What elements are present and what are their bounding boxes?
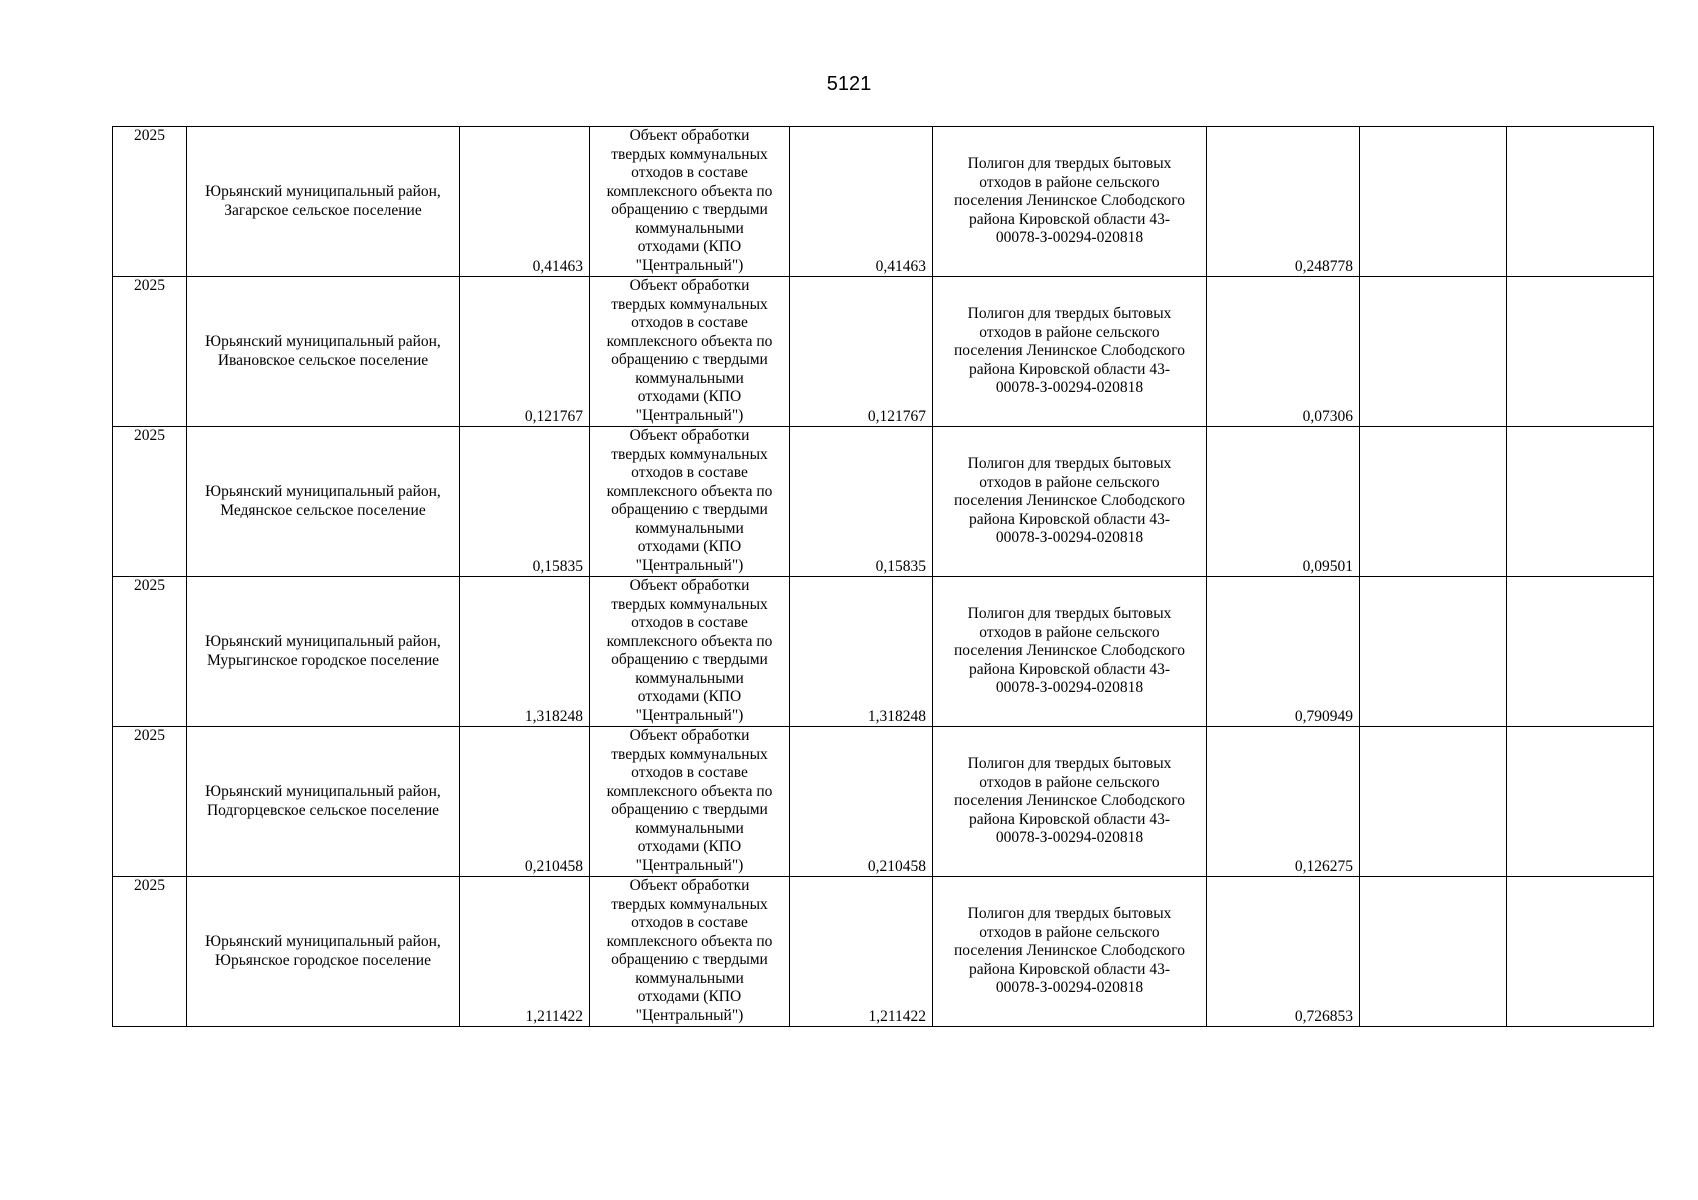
object-line: "Центральный") [635,556,744,574]
object-line: комплексного объекта по [606,482,773,500]
object-line: "Центральный") [635,406,744,424]
object-line: "Центральный") [635,706,744,724]
landfill-line: района Кировской области 43- [969,210,1170,228]
object-line: твердых коммунальных [611,445,768,463]
landfill-line: поселения Ленинское Слободского [953,792,1186,810]
object-line: Объект обработки [629,277,750,294]
object-line: отходов в составе [631,164,748,181]
disposal-value-cell: 0,09501 [1207,427,1360,577]
landfill-line: Полигон для твердых бытовых [967,455,1172,473]
landfill-line: отходов в районе сельского [979,473,1160,491]
object-line: отходами (КПО [637,388,742,405]
object-line: обращению с твердыми [611,801,768,818]
disposal-value-cell: 0,790949 [1207,577,1360,727]
object-line: Объект обработки [629,427,750,444]
object-line: обращению с твердыми [611,951,768,968]
object-line: коммунальными [635,669,744,687]
landfill-line: отходов в районе сельского [979,623,1160,641]
area-line: Юрьянский муниципальный район, [205,933,441,950]
empty-cell [1507,577,1654,727]
area-line: Юрьянский муниципальный район, [205,783,441,800]
object-line: твердых коммунальных [611,145,768,163]
table-row [113,727,1654,877]
landfill-line: 00078-З-00294-020818 [995,229,1144,247]
object-line: отходами (КПО [637,838,742,855]
year-cell: 2025 [113,727,187,877]
object-line: комплексного объекта по [606,782,773,800]
year-cell: 2025 [113,427,187,577]
object-line: обращению с твердыми [611,201,768,218]
landfill-cell [933,277,1207,427]
empty-cell [1360,127,1507,277]
object-line: комплексного объекта по [606,932,773,950]
landfill-line: отходов в районе сельского [979,923,1160,941]
landfill-line: отходов в районе сельского [979,173,1160,191]
landfill-line: 00078-З-00294-020818 [995,529,1144,547]
object-line: отходов в составе [631,764,748,781]
processing-object-cell [590,577,790,727]
processing-object-cell [590,127,790,277]
object-line: отходов в составе [631,614,748,631]
mass-value-cell: 1,211422 [460,877,590,1027]
object-line: комплексного объекта по [606,632,773,650]
area-line: Ивановское сельское поселение [217,351,429,369]
area-line: Мурыгинское городское поселение [206,651,439,669]
waste-flow-table [112,126,1654,1027]
object-line: отходами (КПО [637,238,742,255]
landfill-line: района Кировской области 43- [969,510,1170,528]
area-cell [187,727,460,877]
empty-cell [1507,277,1654,427]
empty-cell [1507,727,1654,877]
landfill-line: отходов в районе сельского [979,773,1160,791]
landfill-line: поселения Ленинское Слободского [953,342,1186,360]
landfill-line: района Кировской области 43- [969,810,1170,828]
area-cell [187,277,460,427]
area-line: Юрьянское городское поселение [215,951,431,969]
area-cell [187,877,460,1027]
table-row [113,427,1654,577]
landfill-cell [933,727,1207,877]
object-line: отходов в составе [631,314,748,331]
disposal-value-cell: 0,126275 [1207,727,1360,877]
mass-value-cell: 0,15835 [460,427,590,577]
processing-object-cell [590,277,790,427]
landfill-cell [933,127,1207,277]
landfill-line: Полигон для твердых бытовых [967,755,1172,773]
area-line: Юрьянский муниципальный район, [205,333,441,350]
year-cell: 2025 [113,277,187,427]
landfill-line: района Кировской области 43- [969,660,1170,678]
empty-cell [1360,577,1507,727]
table-row [113,877,1654,1027]
empty-cell [1360,427,1507,577]
disposal-value-cell: 0,726853 [1207,877,1360,1027]
object-line: твердых коммунальных [611,595,768,613]
empty-cell [1507,427,1654,577]
object-line: Объект обработки [629,127,750,144]
object-line: отходов в составе [631,464,748,481]
landfill-line: 00078-З-00294-020818 [995,679,1144,697]
year-cell: 2025 [113,127,187,277]
area-cell [187,427,460,577]
area-line: Медянское сельское поселение [220,501,426,519]
object-line: твердых коммунальных [611,745,768,763]
landfill-line: Полигон для твердых бытовых [967,155,1172,173]
object-line: "Центральный") [635,1006,744,1024]
landfill-line: района Кировской области 43- [969,960,1170,978]
object-line: коммунальными [635,819,744,837]
empty-cell [1507,877,1654,1027]
object-line: коммунальными [635,519,744,537]
area-cell [187,127,460,277]
area-line: Загарское сельское поселение [224,201,422,219]
object-line: комплексного объекта по [606,182,773,200]
year-cell: 2025 [113,577,187,727]
object-line: Объект обработки [629,727,750,744]
landfill-line: поселения Ленинское Слободского [953,942,1186,960]
object-line: отходами (КПО [637,538,742,555]
year-cell: 2025 [113,877,187,1027]
processing-value-cell: 1,211422 [790,877,933,1027]
mass-value-cell: 0,210458 [460,727,590,877]
page-number: 5121 [826,73,872,95]
processing-value-cell: 0,41463 [790,127,933,277]
landfill-line: поселения Ленинское Слободского [953,192,1186,210]
processing-value-cell: 0,210458 [790,727,933,877]
area-line: Подгорцевское сельское поселение [206,801,440,819]
area-line: Юрьянский муниципальный район, [205,483,441,500]
object-line: "Центральный") [635,256,744,274]
landfill-cell [933,877,1207,1027]
object-line: обращению с твердыми [611,501,768,518]
object-line: отходами (КПО [637,988,742,1005]
landfill-line: 00078-З-00294-020818 [995,829,1144,847]
object-line: коммунальными [635,969,744,987]
object-line: твердых коммунальных [611,295,768,313]
landfill-line: Полигон для твердых бытовых [967,905,1172,923]
object-line: Объект обработки [629,877,750,894]
area-cell [187,577,460,727]
empty-cell [1360,877,1507,1027]
object-line: обращению с твердыми [611,351,768,368]
table-row [113,577,1654,727]
disposal-value-cell: 0,248778 [1207,127,1360,277]
landfill-line: 00078-З-00294-020818 [995,379,1144,397]
landfill-line: 00078-З-00294-020818 [995,979,1144,997]
empty-cell [1360,727,1507,877]
object-line: твердых коммунальных [611,895,768,913]
landfill-cell [933,427,1207,577]
mass-value-cell: 1,318248 [460,577,590,727]
area-line: Юрьянский муниципальный район, [205,183,441,200]
landfill-line: района Кировской области 43- [969,360,1170,378]
disposal-value-cell: 0,07306 [1207,277,1360,427]
object-line: коммунальными [635,219,744,237]
processing-object-cell [590,727,790,877]
object-line: Объект обработки [629,577,750,594]
processing-value-cell: 1,318248 [790,577,933,727]
landfill-line: поселения Ленинское Слободского [953,492,1186,510]
processing-object-cell [590,877,790,1027]
object-line: отходов в составе [631,914,748,931]
processing-value-cell: 0,15835 [790,427,933,577]
object-line: "Центральный") [635,856,744,874]
object-line: коммунальными [635,369,744,387]
mass-value-cell: 0,121767 [460,277,590,427]
empty-cell [1360,277,1507,427]
empty-cell [1507,127,1654,277]
landfill-line: Полигон для твердых бытовых [967,605,1172,623]
landfill-line: поселения Ленинское Слободского [953,642,1186,660]
landfill-line: Полигон для твердых бытовых [967,305,1172,323]
table-row [113,277,1654,427]
object-line: обращению с твердыми [611,651,768,668]
area-line: Юрьянский муниципальный район, [205,633,441,650]
landfill-cell [933,577,1207,727]
table-row [113,127,1654,277]
mass-value-cell: 0,41463 [460,127,590,277]
processing-value-cell: 0,121767 [790,277,933,427]
landfill-line: отходов в районе сельского [979,323,1160,341]
object-line: отходами (КПО [637,688,742,705]
table-body [113,127,1654,1027]
object-line: комплексного объекта по [606,332,773,350]
processing-object-cell [590,427,790,577]
